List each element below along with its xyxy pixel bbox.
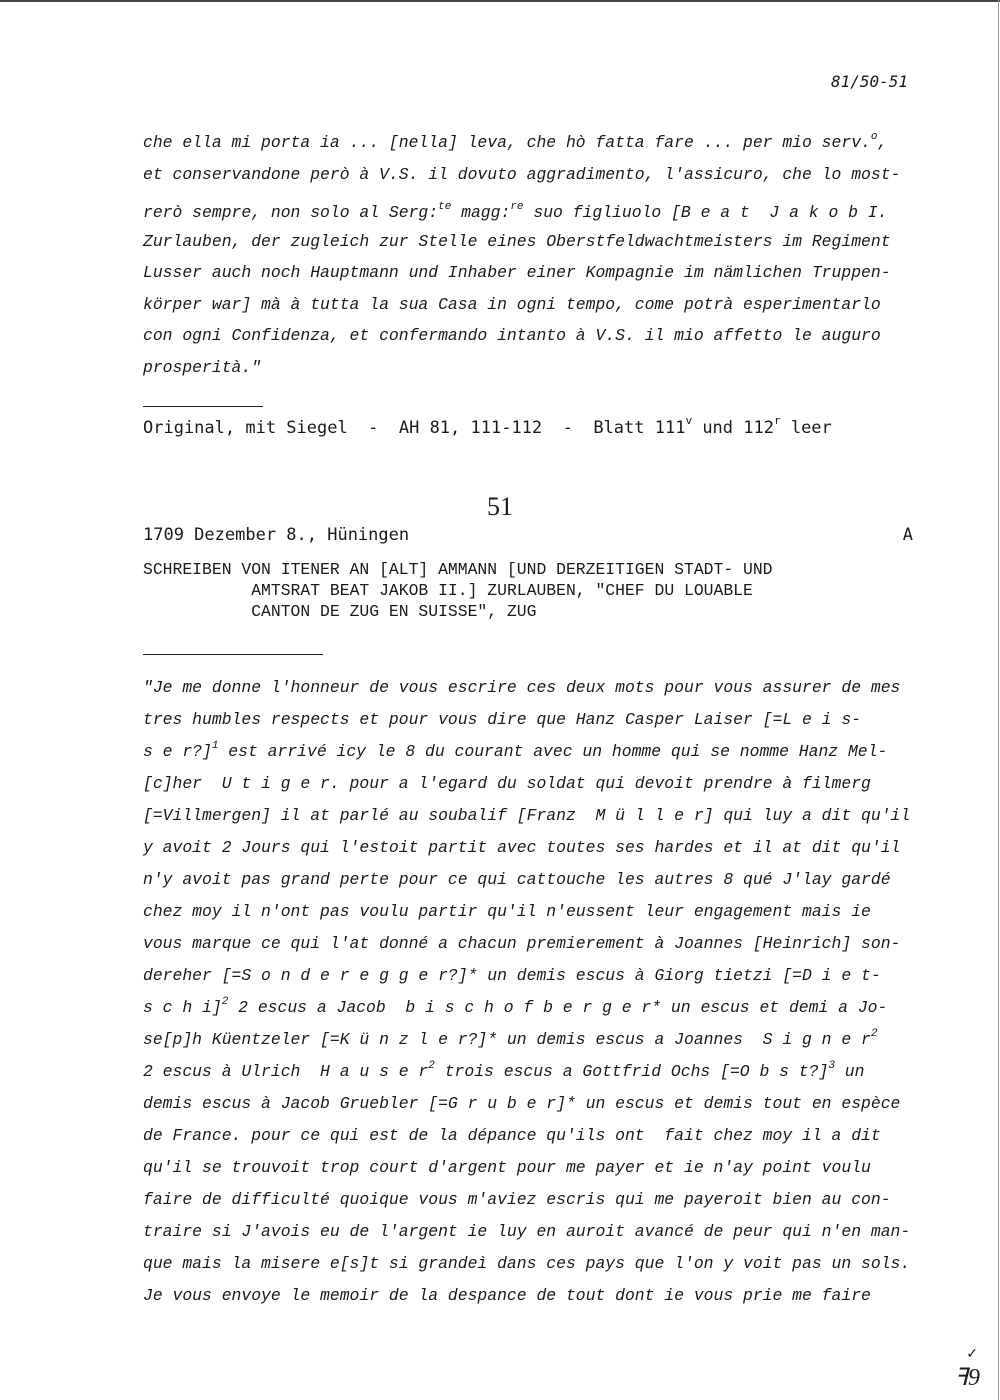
letter-line-11: s c h i]$^2$ 2 escus a Jacob b i s c h o f b e r g e r* un escus et demi a Jo-: [143, 995, 888, 1017]
letter-line-7: n'y avoit pas grand perte pour ce qui cattouche les autres 8 qué J'lay gardé: [143, 870, 891, 889]
letter-line-10: dereher [=S o n d e r e g g e r?]* un demis escus à Giorg tietzi [=D i e t-: [143, 966, 881, 985]
continuation-line-7: con ogni Confidenza, et confermando intanto à V.S. il mio affetto le auguro: [143, 326, 881, 345]
continuation-line-5: Lusser auch noch Hauptmann und Inhaber einer Kompagnie im nämlichen Truppen-: [143, 263, 891, 282]
letter-line-17: faire de difficulté quoique vous m'aviez escris qui me payeroit bien au con-: [143, 1190, 891, 1209]
document-date-place: 1709 Dezember 8., Hüningen: [143, 525, 410, 545]
source-rule: [143, 406, 263, 407]
continuation-line-3: rerò sempre, non solo al Serg:$^{te}$ magg:$^{re}$ suo figliuolo [B e a t J a k o b I.: [143, 200, 888, 222]
continuation-line-8: prosperità.": [143, 358, 262, 377]
letter-line-2: tres humbles respects et pour vous dire que Hanz Casper Laiser [=L e i s-: [143, 710, 862, 729]
letter-line-20: Je vous envoye le memoir de la despance de tout dont ie vous prie me faire: [143, 1286, 871, 1305]
heading-line-1: SCHREIBEN VON ITENER AN [ALT] AMMANN [UND DERZEITIGEN STADT- UND: [143, 560, 773, 579]
letter-line-15: de France. pour ce qui est de la dépance qu'ils ont fait chez moy il a dit: [143, 1126, 881, 1145]
letter-line-14: demis escus à Jacob Gruebler [=G r u b e r]* un escus et demis tout en espèce: [143, 1094, 901, 1113]
letter-line-8: chez moy il n'ont pas voulu partir qu'il n'eussent leur engagement mais ie: [143, 902, 871, 921]
heading-line-2: AMTSRAT BEAT JAKOB II.] ZURLAUBEN, "CHEF DU LOUABLE: [251, 581, 753, 600]
letter-line-5: [=Villmergen] il at parlé au soubalif [Franz M ü l l e r] qui luy a dit qu'il: [143, 806, 911, 825]
document-letter: A: [902, 525, 913, 545]
letter-line-13: 2 escus à Ulrich H a u s e $r^2$ trois escus a Gottfrid Ochs [=O b s t?]$^3$ un: [143, 1059, 865, 1081]
continuation-line-1: che ella mi porta ia ... [nella] leva, che hò fatta fare ... per mio serv.$^o$,: [143, 130, 888, 152]
letter-line-16: qu'il se trouvoit trop court d'argent pour me payer et ie n'ay point voulu: [143, 1158, 871, 1177]
check-mark: ✓: [966, 1345, 978, 1361]
scan-right-edge: [998, 0, 999, 1400]
letter-line-6: y avoit 2 Jours qui l'estoit partit avec toutes ses hardes et il at dit qu'il: [143, 838, 901, 857]
handwritten-folio-number: ꟻ9: [954, 1365, 980, 1391]
letter-line-4: [c]her U t i g e r. pour a l'egard du soldat qui devoit prendre à filmerg: [143, 774, 871, 793]
source-note: Original, mit Siegel - AH 81, 111-112 - Blatt 111$^v$ und 112$^r$ leer: [143, 414, 832, 438]
continuation-line-6: körper war] mà à tutta la sua Casa in ogni tempo, come potrà esperimentarlo: [143, 295, 881, 314]
continuation-line-4: Zurlauben, der zugleich zur Stelle eines Oberstfeldwachtmeisters im Regiment: [143, 232, 891, 251]
letter-line-1: "Je me donne l'honneur de vous escrire ces deux mots pour vous assurer de mes: [143, 678, 901, 697]
document-number: 51: [487, 492, 513, 521]
heading-line-3: CANTON DE ZUG EN SUISSE", ZUG: [251, 602, 537, 621]
heading-rule: [143, 654, 323, 655]
document-heading: [143, 559, 933, 622]
letter-line-12: se[p]h Küentzeler [=K ü n z l e r?]* un demis escus a Joannes S i g n e $r^2$: [143, 1027, 878, 1049]
letter-line-18: traire si J'avois eu de l'argent ie luy en auroit avancé de peur qui n'en man-: [143, 1222, 911, 1241]
letter-line-3: s e r?]$^1$ est arrivé icy le 8 du courant avec un homme qui se nomme Hanz Mel-: [143, 739, 888, 761]
continuation-line-2: et conservandone però à V.S. il dovuto aggradimento, l'assicuro, che lo most-: [143, 165, 901, 184]
letter-line-9: vous marque ce qui l'at donné a chacun premierement à Joannes [Heinrich] son-: [143, 934, 901, 953]
page-reference: 81/50-51: [830, 72, 908, 91]
scan-top-edge: [0, 0, 1000, 2]
letter-line-19: que mais la misere e[s]t si grandeì dans ces pays que l'on y voit pas un sols.: [143, 1254, 911, 1273]
